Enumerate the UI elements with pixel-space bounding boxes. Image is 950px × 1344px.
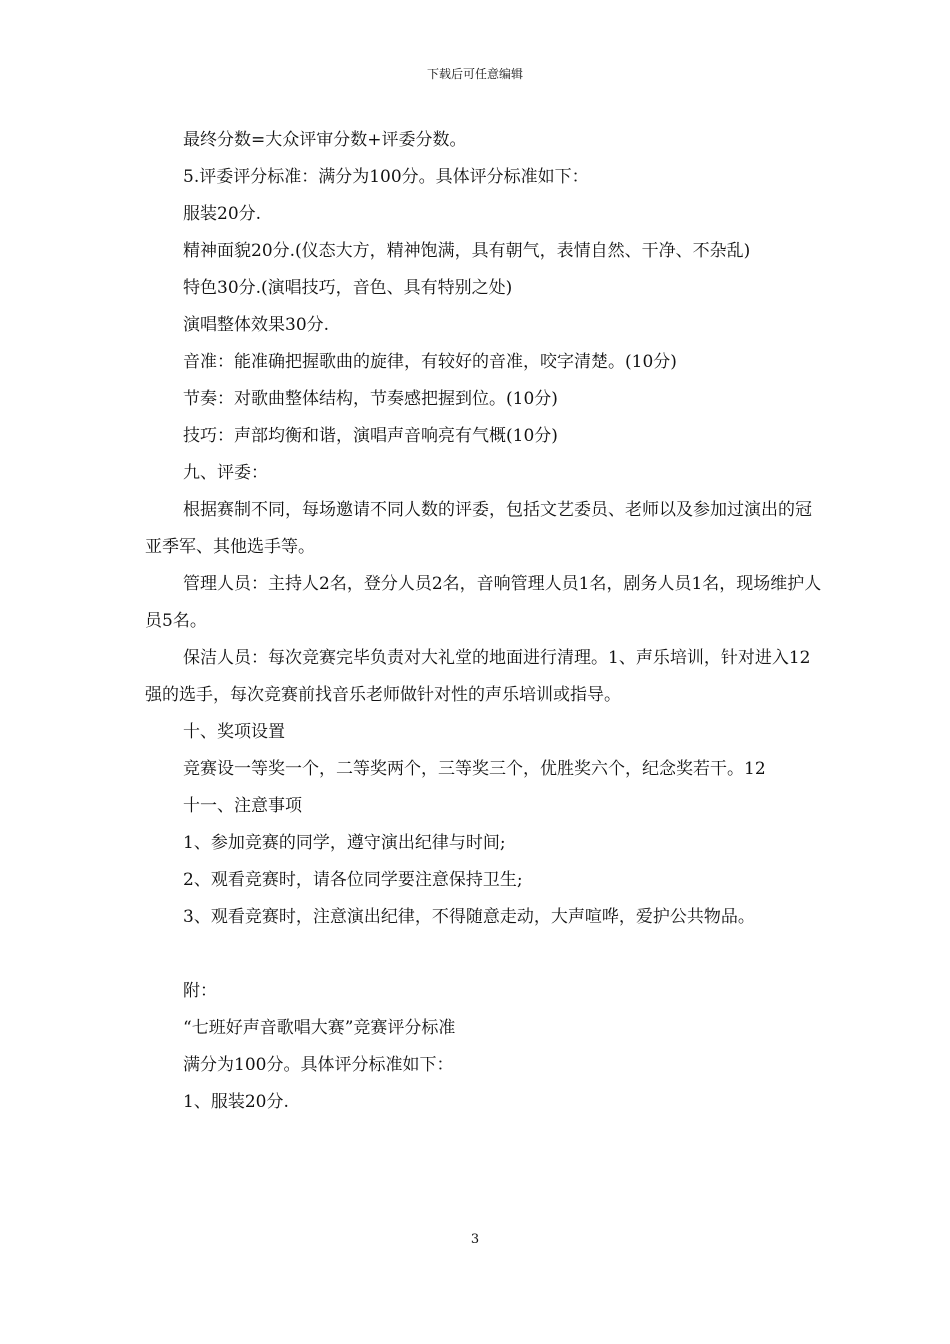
paragraph-costume: 服装20分. — [183, 204, 262, 224]
paragraph-pitch: 音准：能准确把握歌曲的旋律，有较好的音准，咬字清楚。(10分) — [183, 352, 677, 372]
paragraph-overall-effect: 演唱整体效果30分. — [183, 315, 330, 335]
section-heading-awards: 十、奖项设置 — [183, 722, 285, 742]
page-header-note: 下载后可任意编辑 — [426, 67, 523, 81]
paragraph-cleaning: 保洁人员：每次竞赛完毕负责对大礼堂的地面进行清理。1、声乐培训，针对进入12强的选手，每次竞赛前找音乐老师做针对性的声乐培训或指导。 — [145, 648, 811, 705]
paragraph-rhythm: 节奏：对歌曲整体结构，节奏感把握到位。(10分) — [183, 389, 558, 409]
paragraph-feature: 特色30分.(演唱技巧，音色、具有特别之处) — [183, 278, 513, 298]
paragraph-judges-desc: 根据赛制不同，每场邀请不同人数的评委，包括文艺委员、老师以及参加过演出的冠亚季军、其他选手等。 — [145, 500, 812, 557]
paragraph-skill: 技巧：声部均衡和谐，演唱声音响亮有气概(10分) — [183, 426, 558, 446]
paragraph-note-1: 1、参加竞赛的同学，遵守演出纪律与时间; — [183, 833, 506, 853]
paragraph-spirit: 精神面貌20分.(仪态大方，精神饱满，具有朝气，表情自然、干净、不杂乱) — [183, 241, 751, 261]
paragraph-final-score: 最终分数=大众评审分数+评委分数。 — [183, 130, 467, 150]
blank-line — [145, 936, 825, 973]
paragraph-management: 管理人员：主持人2名，登分人员2名，音响管理人员1名，剧务人员1名，现场维护人员5名。 — [145, 574, 822, 631]
section-heading-notes: 十一、注意事项 — [183, 796, 302, 816]
document-body — [145, 122, 825, 1121]
paragraph-note-3: 3、观看竞赛时，注意演出纪律，不得随意走动，大声喧哗，爱护公共物品。 — [183, 907, 755, 927]
paragraph-appendix: 附： — [183, 981, 217, 1001]
paragraph-judge-criteria: 5.评委评分标准：满分为100分。具体评分标准如下： — [183, 167, 589, 187]
paragraph-awards: 竞赛设一等奖一个，二等奖两个，三等奖三个，优胜奖六个，纪念奖若干。12 — [183, 759, 766, 779]
paragraph-note-2: 2、观看竞赛时，请各位同学要注意保持卫生; — [183, 870, 523, 890]
paragraph-appendix-full-score: 满分为100分。具体评分标准如下： — [183, 1055, 454, 1075]
section-heading-judges: 九、评委： — [183, 463, 268, 483]
paragraph-appendix-title: “七班好声音歌唱大赛”竞赛评分标准 — [183, 1018, 456, 1038]
page-number: 3 — [470, 1232, 480, 1247]
paragraph-appendix-costume: 1、服装20分. — [183, 1092, 289, 1112]
